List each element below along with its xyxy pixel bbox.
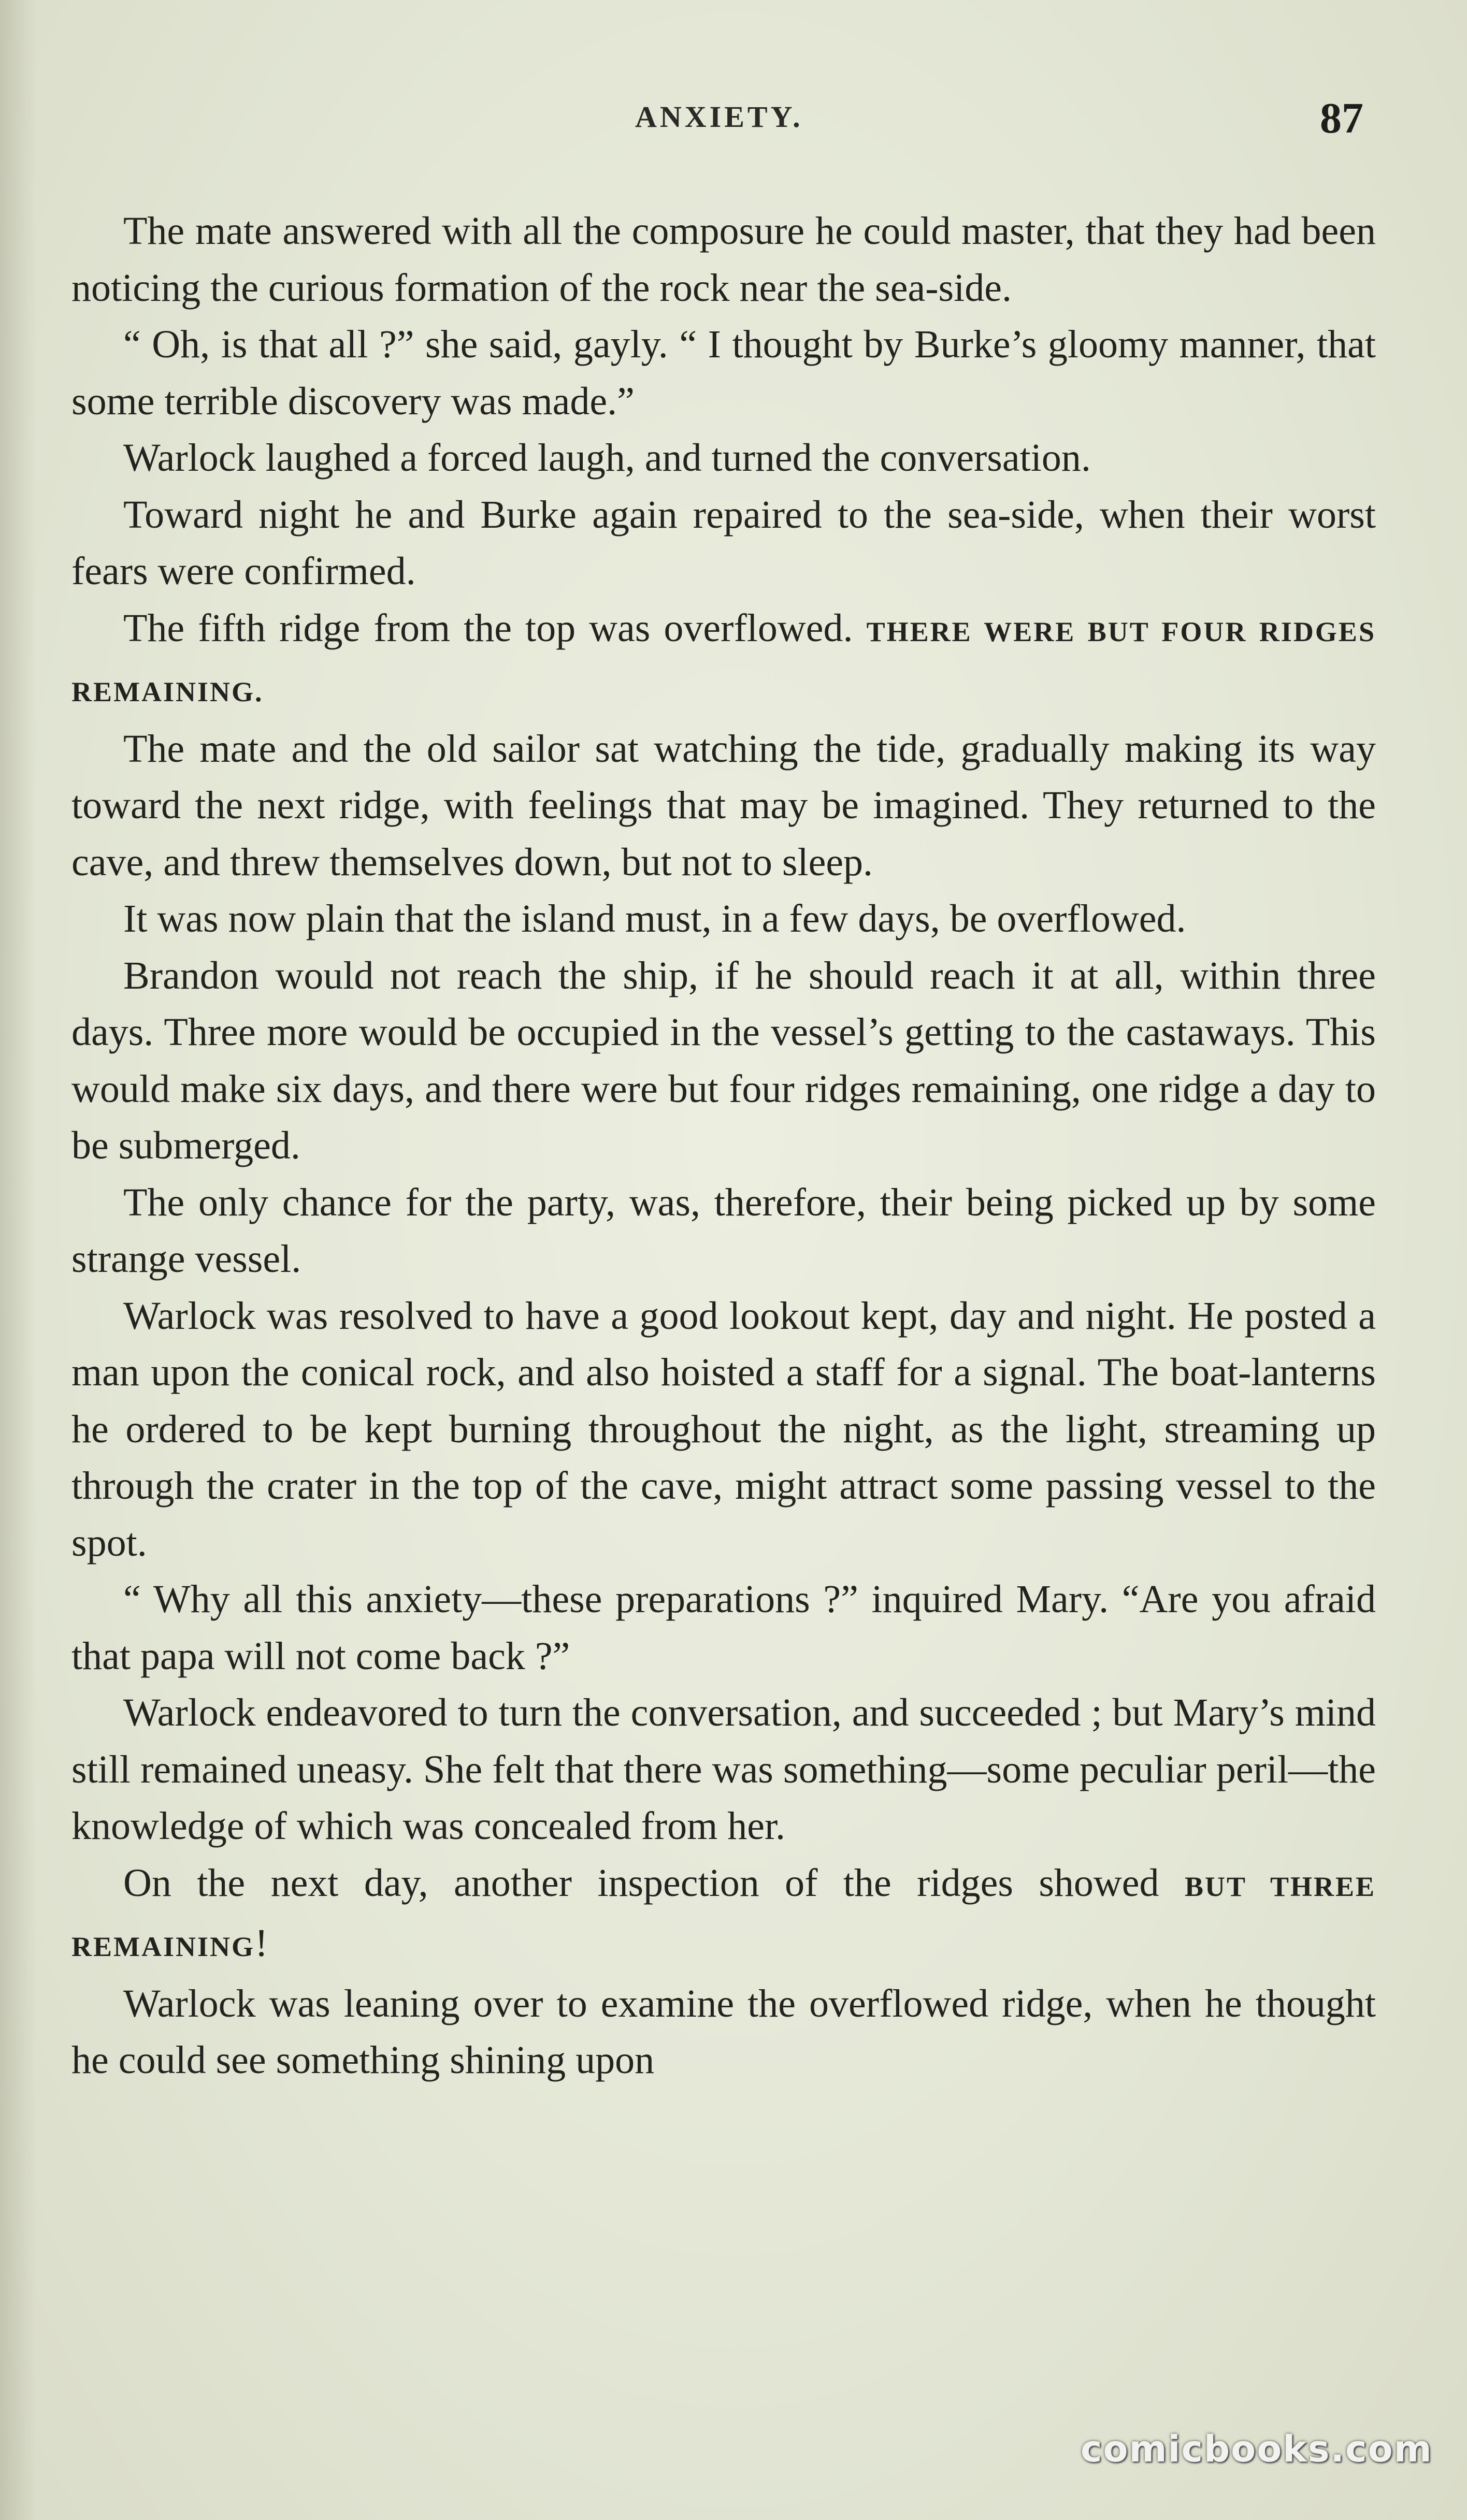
paragraph — [71, 948, 1376, 1175]
paragraph-text: “ Oh, is that all ?” she said, gayly. “ I thought by Burke’s gloomy manner, that some terrible discovery was made.” — [71, 323, 1376, 423]
paragraph-text: The fifth ridge from the top was overflowed. — [123, 606, 867, 650]
paragraph — [71, 1685, 1376, 1855]
small-caps-text: BUT THREE REMAINING — [71, 1871, 1376, 1962]
paragraph — [71, 487, 1376, 600]
paragraph-text: It was now plain that the island must, in a few days, be overflowed. — [123, 897, 1186, 940]
paragraph — [71, 1571, 1376, 1685]
paragraph-text: Brandon would not reach the ship, if he should reach it at all, within three days. Three more would be occupied in the vessel’s getting to the castaways. This would make six days, and there were but four ridges remaining, one ridge a day to be submerged. — [71, 953, 1376, 1167]
paragraph-text: The only chance for the party, was, therefore, their being picked up by some strange vessel. — [71, 1180, 1376, 1281]
paragraph-text: Warlock was leaning over to examine the overflowed ridge, when he thought he could see something shining upon — [71, 1981, 1376, 2082]
paragraph — [71, 1855, 1376, 1976]
paragraph — [71, 891, 1376, 948]
paragraph-text: Toward night he and Burke again repaired to the sea-side, when their worst fears were confirmed. — [71, 493, 1376, 593]
small-caps-text: THERE WERE BUT FOUR RIDGES REMAINING. — [71, 616, 1376, 707]
body-text — [71, 203, 1376, 2089]
paragraph-text: Warlock laughed a forced laugh, and turned the conversation. — [123, 436, 1091, 480]
paragraph — [71, 1976, 1376, 2089]
watermark: comicbooks.com — [1081, 2428, 1433, 2470]
paragraph-text: “ Why all this anxiety—these preparations ?” inquired Mary. “Are you afraid that papa will not come back ?” — [71, 1577, 1376, 1678]
paragraph-text: On the next day, another inspection of the ridges showed — [123, 1861, 1185, 1905]
paragraph — [71, 203, 1376, 316]
paragraph — [71, 1175, 1376, 1288]
page-header — [0, 93, 1467, 155]
paragraph — [71, 1288, 1376, 1572]
paragraph-text: The mate answered with all the composure he could master, that they had been noticing the curious formation of the rock near the sea-side. — [71, 209, 1376, 310]
paragraph — [71, 600, 1376, 721]
paragraph-text: Warlock endeavored to turn the conversation, and succeeded ; but Mary’s mind still remained uneasy. She felt that there was something—some peculiar peril—the knowledge of which was concealed from her. — [71, 1691, 1376, 1848]
running-title: ANXIETY. — [635, 100, 803, 134]
paragraph — [71, 721, 1376, 891]
page-number: 87 — [1320, 94, 1363, 142]
paragraph-text: Warlock was resolved to have a good lookout kept, day and night. He posted a man upon the conical rock, and also hoisted a staff for a signal. The boat-lanterns he ordered to be kept burning throughout the night, as the light, streaming up through the crater in the top of the cave, might attract some passing vessel to the spot. — [71, 1294, 1376, 1565]
paragraph — [71, 430, 1376, 487]
paragraph — [71, 316, 1376, 430]
page-edge-shadow — [0, 0, 36, 2520]
paragraph-text: ! — [255, 1921, 268, 1965]
paragraph-text: The mate and the old sailor sat watching the tide, gradually making its way toward the next ridge, with feelings that may be imagined. They returned to the cave, and threw themselves down, but not to sleep. — [71, 727, 1376, 884]
